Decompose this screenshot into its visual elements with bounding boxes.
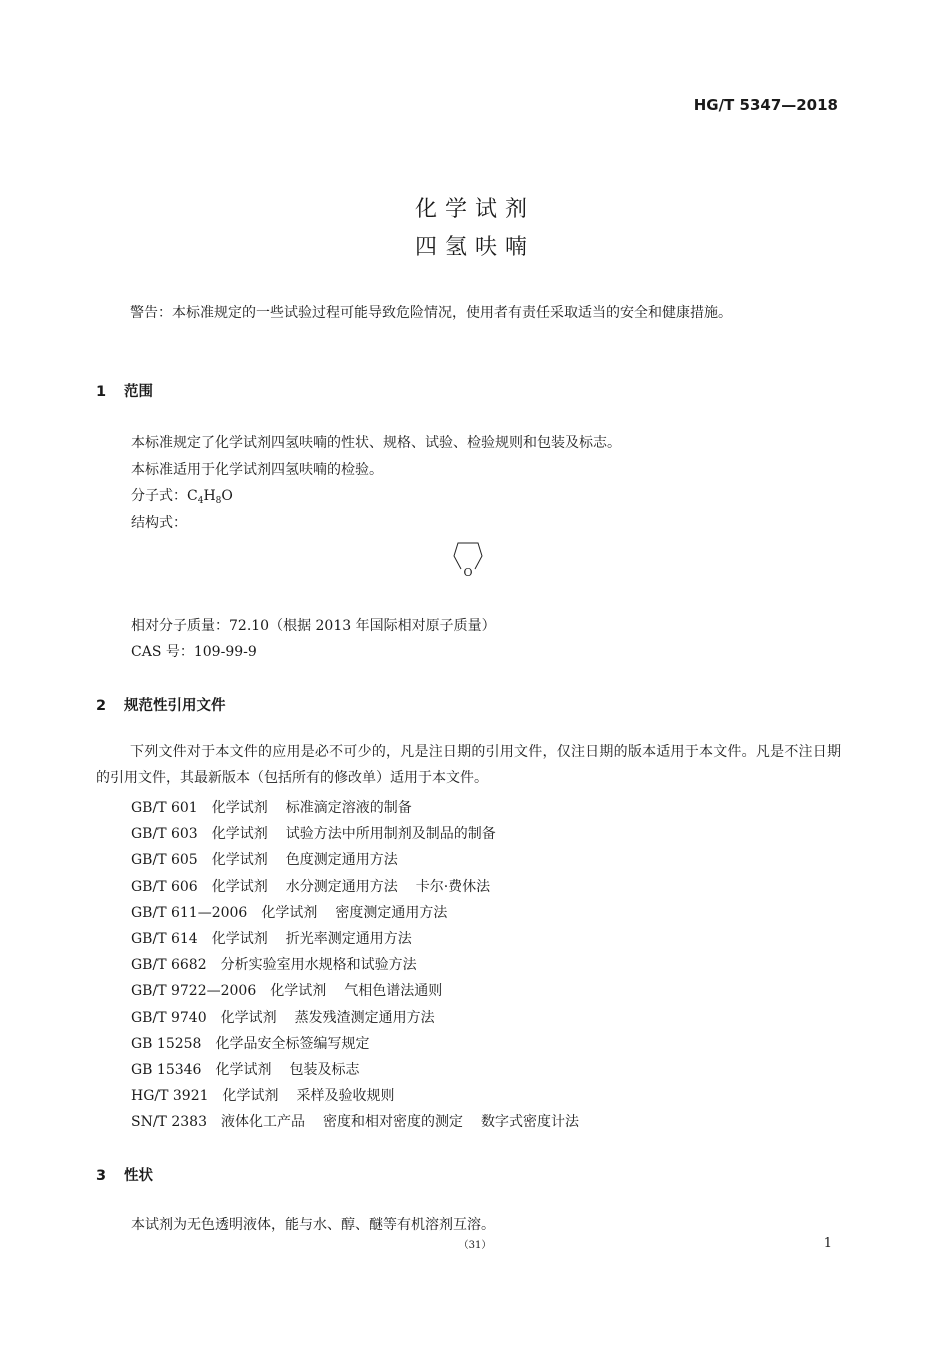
reference-title-part: 色度测定通用方法 xyxy=(285,852,398,868)
reference-title-part: 化学试剂 xyxy=(261,905,318,921)
reference-title-part: 采样及验收规则 xyxy=(296,1088,395,1104)
reference-code: GB/T 9722—2006 xyxy=(131,983,257,999)
reference-item xyxy=(131,1059,377,1079)
reference-title-part: 化学试剂 xyxy=(211,826,268,842)
reference-item xyxy=(131,1033,387,1053)
formula-c-subscript: 4 xyxy=(197,496,204,506)
reference-code: GB/T 614 xyxy=(131,931,198,947)
reference-title-part: 气相色谱法通则 xyxy=(344,983,443,999)
reference-item xyxy=(131,797,430,817)
formula-h-subscript: 8 xyxy=(215,496,222,506)
reference-title-part: 试验方法中所用制剂及制品的制备 xyxy=(285,826,496,842)
page-sequence-number: （31） xyxy=(458,1240,492,1251)
reference-code: HG/T 3921 xyxy=(131,1088,209,1104)
document-title-line-2: 四氢呋喃 xyxy=(414,235,535,260)
reference-item xyxy=(131,849,416,869)
reference-item xyxy=(131,1085,413,1105)
reference-code: GB 15346 xyxy=(131,1062,202,1078)
section-2-number: 2 xyxy=(96,698,107,714)
molecular-formula xyxy=(131,485,233,506)
reference-title-part: 化学试剂 xyxy=(211,800,268,816)
formula-h: H xyxy=(203,488,216,504)
section-1-title: 范围 xyxy=(124,384,153,400)
reference-code: GB/T 9740 xyxy=(131,1010,207,1026)
reference-title-part: 分析实验室用水规格和试验方法 xyxy=(220,957,417,973)
reference-code: GB/T 6682 xyxy=(131,957,207,973)
section-3-paragraph-1: 本试剂为无色透明液体，能与水、醇、醚等有机溶剂互溶。 xyxy=(131,1217,495,1233)
reference-title-part: 密度和相对密度的测定 xyxy=(322,1114,463,1130)
reference-code: GB/T 605 xyxy=(131,852,198,868)
formula-label: 分子式： xyxy=(131,488,187,504)
reference-title-part: 蒸发残渣测定通用方法 xyxy=(294,1010,435,1026)
molecular-weight: 相对分子质量：72.10（根据 2013 年国际相对原子质量） xyxy=(131,618,496,634)
reference-item xyxy=(131,823,514,843)
reference-title-part: 折光率测定通用方法 xyxy=(285,931,412,947)
reference-title-part: 标准滴定溶液的制备 xyxy=(285,800,412,816)
reference-item xyxy=(131,928,430,948)
reference-code: GB/T 606 xyxy=(131,879,198,895)
reference-title-part: 化学试剂 xyxy=(222,1088,279,1104)
thf-structure-diagram xyxy=(446,535,490,581)
ring-oxygen-atom: O xyxy=(463,566,473,579)
cas-number: CAS 号：109-99-9 xyxy=(131,644,257,660)
reference-title-part: 化学品安全标签编写规定 xyxy=(215,1036,370,1052)
section-1-paragraph-2: 本标准适用于化学试剂四氢呋喃的检验。 xyxy=(131,462,383,478)
reference-title-part: 液体化工产品 xyxy=(220,1114,305,1130)
reference-item xyxy=(131,1007,453,1027)
section-1-heading xyxy=(96,380,153,401)
reference-title-part: 包装及标志 xyxy=(289,1062,360,1078)
reference-title-part: 水分测定通用方法 xyxy=(285,879,398,895)
section-3-number: 3 xyxy=(96,1168,107,1184)
document-title-line-1: 化学试剂 xyxy=(414,197,535,222)
reference-item xyxy=(131,902,465,922)
section-2-intro: 下列文件对于本文件的应用是必不可少的，凡是注日期的引用文件，仅注日期的版本适用于本文件。凡是不注日期的引用文件，其最新版本（包括所有的修改单）适用于本文件。 xyxy=(96,744,841,786)
reference-code: GB/T 603 xyxy=(131,826,198,842)
reference-title-part: 化学试剂 xyxy=(220,1010,277,1026)
section-2-heading xyxy=(96,694,226,715)
reference-item xyxy=(131,980,460,1000)
reference-code: GB 15258 xyxy=(131,1036,202,1052)
reference-code: GB/T 601 xyxy=(131,800,198,816)
formula-c: C xyxy=(187,488,198,504)
reference-item xyxy=(131,954,435,974)
structure-label: 结构式： xyxy=(131,515,187,531)
safety-warning: 警告：本标准规定的一些试验过程可能导致危险情况，使用者有责任采取适当的安全和健康措施。 xyxy=(130,305,732,321)
reference-item xyxy=(131,1111,597,1131)
section-2-title: 规范性引用文件 xyxy=(124,698,226,714)
reference-title-part: 卡尔·费休法 xyxy=(415,879,491,895)
page-number: 1 xyxy=(823,1236,832,1251)
reference-title-part: 化学试剂 xyxy=(211,931,268,947)
formula-o: O xyxy=(221,488,233,504)
standard-code: HG/T 5347—2018 xyxy=(693,96,838,114)
reference-title-part: 数字式密度计法 xyxy=(480,1114,579,1130)
reference-title-part: 化学试剂 xyxy=(270,983,327,999)
section-3-heading xyxy=(96,1164,153,1185)
reference-item xyxy=(131,876,508,896)
section-3-title: 性状 xyxy=(124,1168,153,1184)
reference-title-part: 化学试剂 xyxy=(215,1062,272,1078)
reference-title-part: 化学试剂 xyxy=(211,852,268,868)
reference-title-part: 密度测定通用方法 xyxy=(335,905,448,921)
reference-code: GB/T 611—2006 xyxy=(131,905,248,921)
reference-title-part: 化学试剂 xyxy=(211,879,268,895)
section-1-paragraph-1: 本标准规定了化学试剂四氢呋喃的性状、规格、试验、检验规则和包装及标志。 xyxy=(131,435,621,451)
reference-code: SN/T 2383 xyxy=(131,1114,207,1130)
section-1-number: 1 xyxy=(96,384,107,400)
